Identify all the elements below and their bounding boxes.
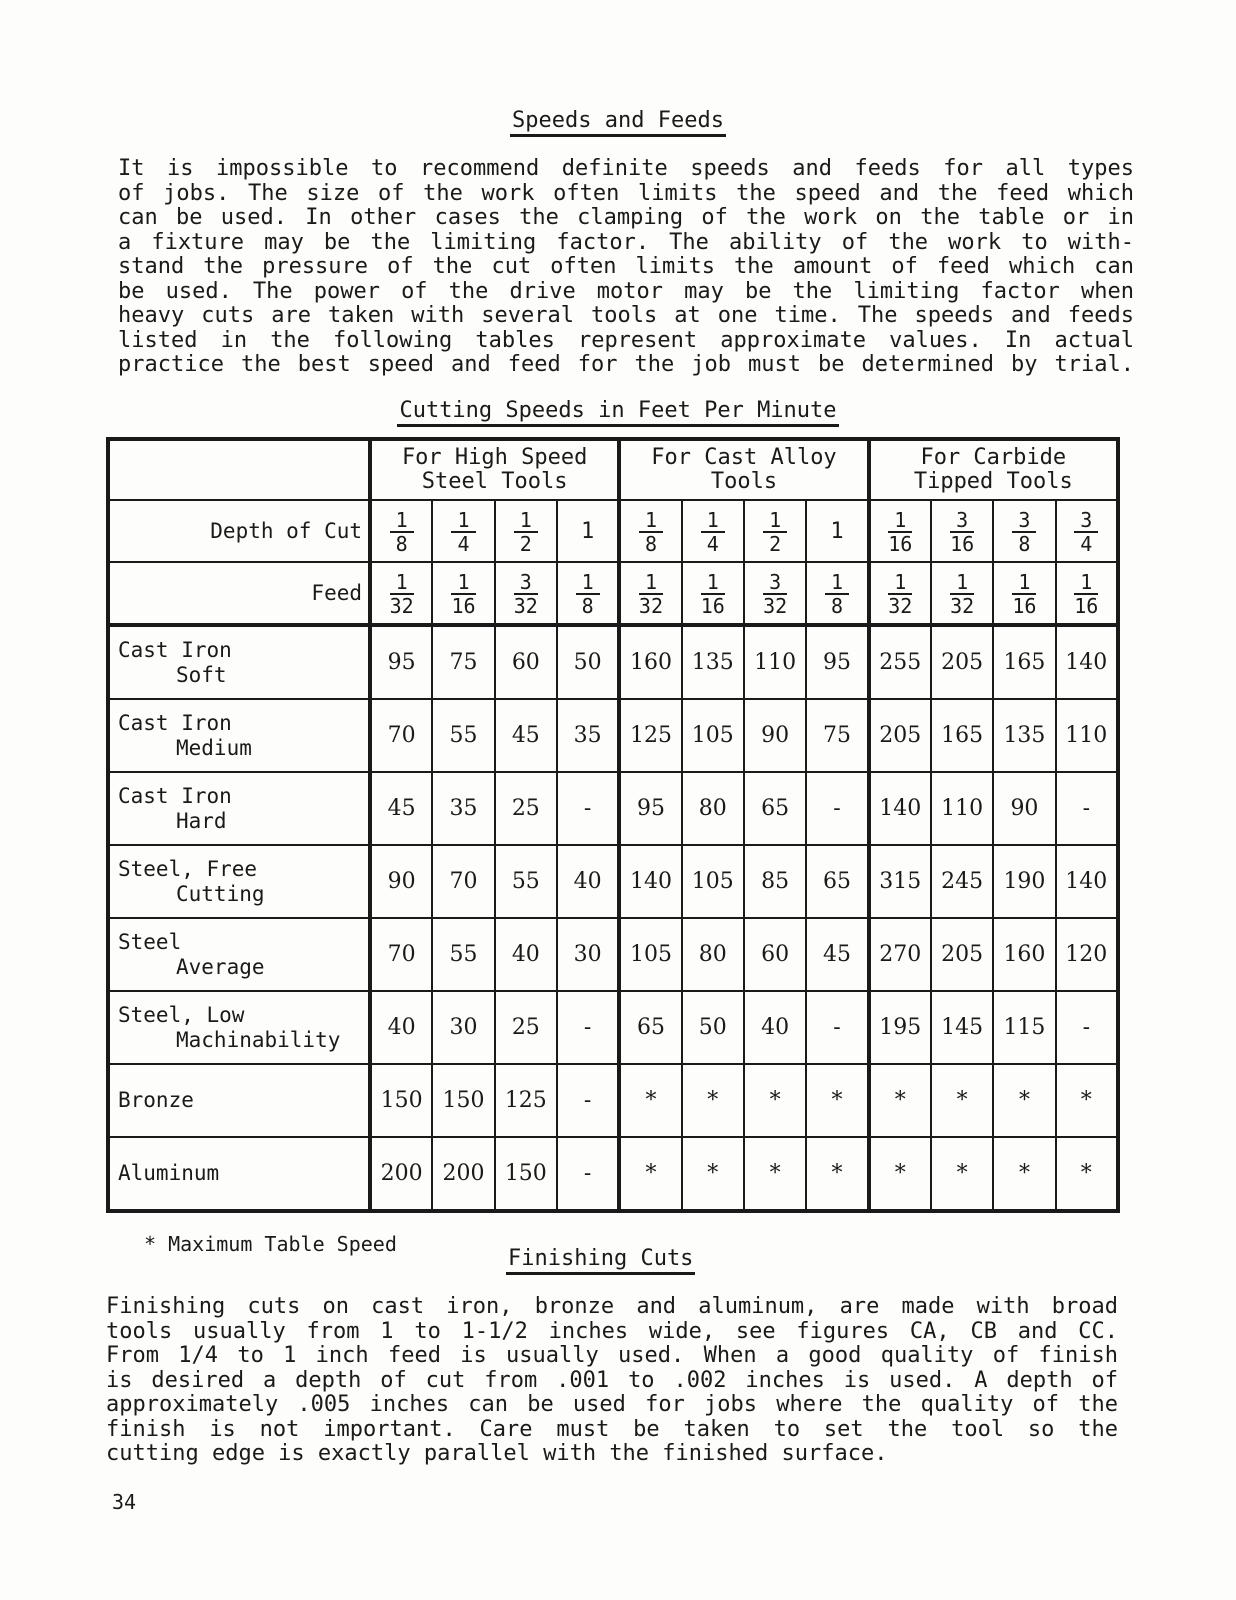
- speed-cell: *: [931, 1064, 993, 1137]
- material-name: Cast Iron: [118, 783, 232, 808]
- speed-cell: 75: [806, 699, 868, 772]
- material-label: [108, 1064, 370, 1137]
- speed-cell: 35: [557, 699, 619, 772]
- fraction-denominator: 16: [888, 531, 913, 556]
- finishing-line: tools usually from 1 to 1-1/2 inches wide, see figures CA, CB and CC.: [106, 1318, 1118, 1344]
- fraction-cell: [682, 562, 744, 625]
- fraction: [451, 509, 475, 555]
- speed-cell: 120: [1056, 918, 1118, 991]
- fraction-cell: [993, 500, 1055, 562]
- speed-cell: -: [557, 991, 619, 1064]
- fraction-numerator: 1: [701, 571, 725, 595]
- fraction-denominator: 8: [395, 531, 408, 556]
- group-header-line: Tipped Tools: [913, 469, 1073, 494]
- speed-cell: 200: [432, 1137, 494, 1211]
- fraction: [1012, 571, 1036, 617]
- speed-cell: 245: [931, 845, 993, 918]
- fraction-cell: [619, 500, 681, 562]
- fraction-denominator: 8: [644, 531, 657, 556]
- fraction-numerator: 1: [888, 571, 912, 595]
- speed-cell: 60: [744, 918, 806, 991]
- speed-cell: -: [1056, 991, 1118, 1064]
- finishing-line: From 1/4 to 1 inch feed is usually used. When a good quality of finish: [106, 1343, 1118, 1368]
- fraction-denominator: 16: [451, 593, 476, 618]
- fraction: [390, 509, 414, 555]
- fraction: [950, 571, 974, 617]
- fraction-cell: [744, 500, 806, 562]
- material-label: [108, 918, 370, 991]
- fraction: [1012, 509, 1036, 555]
- speed-cell: 70: [370, 699, 432, 772]
- material-row: [108, 699, 1118, 772]
- fraction-numerator: 1: [451, 509, 475, 533]
- depth-of-cut-row: [108, 500, 1118, 562]
- speed-cell: 30: [432, 991, 494, 1064]
- group-header-line: For Carbide: [920, 445, 1067, 470]
- material-label: [108, 625, 370, 699]
- finishing-line: Finishing cuts on cast iron, bronze and aluminum, are made with broad: [106, 1294, 1118, 1319]
- fraction-numerator: 1: [701, 509, 725, 533]
- speed-cell: 90: [370, 845, 432, 918]
- speed-cell: 45: [495, 699, 557, 772]
- speed-cell: 150: [432, 1064, 494, 1137]
- speed-cell: *: [682, 1064, 744, 1137]
- fraction-denominator: 8: [581, 593, 594, 618]
- intro-line: be used. The power of the drive motor may be the limiting factor when: [118, 278, 1134, 304]
- speed-cell: 110: [931, 772, 993, 845]
- fraction-numerator: 1: [639, 509, 663, 533]
- speed-cell: *: [993, 1137, 1055, 1211]
- finishing-line: approximately .005 inches can be used for jobs where the quality of the: [106, 1392, 1118, 1417]
- speed-cell: 110: [744, 625, 806, 699]
- fraction: [639, 571, 663, 617]
- fraction-cell: [869, 500, 931, 562]
- fraction-cell: [1056, 562, 1118, 625]
- fraction-numerator: 1: [390, 571, 414, 595]
- speed-cell: *: [619, 1137, 681, 1211]
- speed-cell: 25: [495, 991, 557, 1064]
- speed-cell: 60: [495, 625, 557, 699]
- speed-cell: 140: [1056, 845, 1118, 918]
- group-header-line: For Cast Alloy: [651, 445, 837, 470]
- fraction: [390, 571, 414, 617]
- speed-cell: 95: [370, 625, 432, 699]
- material-label: [108, 772, 370, 845]
- header-corner-cell: [108, 439, 370, 500]
- speed-cell: *: [744, 1137, 806, 1211]
- intro-line: heavy cuts are taken with several tools at one time. The speeds and feeds: [118, 303, 1134, 328]
- fraction: [639, 509, 663, 555]
- fraction-cell: [495, 500, 557, 562]
- group-header-carbide: [869, 439, 1118, 500]
- fraction-numerator: 1: [514, 509, 538, 533]
- fraction-cell: [619, 562, 681, 625]
- material-subname: Medium: [176, 735, 252, 760]
- fraction-denominator: 16: [1012, 593, 1037, 618]
- speed-cell: 105: [619, 918, 681, 991]
- fraction-denominator: 16: [950, 531, 975, 556]
- intro-line: practice the best speed and feed for the job must be determined by trial.: [118, 352, 1134, 377]
- speed-cell: 165: [931, 699, 993, 772]
- fraction: [950, 509, 974, 555]
- fraction-denominator: 32: [763, 593, 788, 618]
- fraction-denominator: 16: [700, 593, 725, 618]
- material-subname: Soft: [176, 662, 227, 687]
- fraction-cell: 1: [557, 500, 619, 562]
- finishing-line: is desired a depth of cut from .001 to .002 inches is used. A depth of: [106, 1367, 1118, 1393]
- page-number: 34: [112, 1490, 137, 1514]
- speed-cell: 205: [869, 699, 931, 772]
- speed-cell: -: [806, 991, 868, 1064]
- speed-cell: 55: [432, 918, 494, 991]
- speed-cell: 90: [744, 699, 806, 772]
- speed-cell: *: [869, 1137, 931, 1211]
- material-label: [108, 845, 370, 918]
- speed-cell: 80: [682, 772, 744, 845]
- fraction-numerator: 3: [1012, 509, 1036, 533]
- speed-cell: 95: [806, 625, 868, 699]
- speed-cell: 45: [370, 772, 432, 845]
- speed-cell: *: [619, 1064, 681, 1137]
- speed-cell: 35: [432, 772, 494, 845]
- fraction-numerator: 1: [825, 571, 849, 595]
- speed-cell: 195: [869, 991, 931, 1064]
- material-row: [108, 1137, 1118, 1211]
- speed-cell: -: [806, 772, 868, 845]
- fraction-cell: [370, 500, 432, 562]
- page-title: [0, 108, 1236, 133]
- fraction: [576, 571, 600, 617]
- intro-line: a fixture may be the limiting factor. The ability of the work to with-: [118, 229, 1134, 255]
- fraction-numerator: 1: [1074, 571, 1098, 595]
- speed-cell: 80: [682, 918, 744, 991]
- speed-cell: 150: [370, 1064, 432, 1137]
- speed-cell: 40: [495, 918, 557, 991]
- fraction: [1074, 571, 1098, 617]
- fraction-numerator: 1: [1012, 571, 1036, 595]
- material-label: [108, 991, 370, 1064]
- speed-cell: *: [931, 1137, 993, 1211]
- intro-line: stand the pressure of the cut often limits the amount of feed which can: [118, 254, 1134, 279]
- fraction-denominator: 4: [457, 531, 470, 556]
- speed-cell: -: [557, 1064, 619, 1137]
- material-row: [108, 1064, 1118, 1137]
- material-name: Cast Iron: [118, 637, 232, 662]
- speed-cell: 135: [993, 699, 1055, 772]
- fraction-denominator: 32: [888, 593, 913, 618]
- speed-cell: 95: [619, 772, 681, 845]
- speed-cell: 90: [993, 772, 1055, 845]
- speed-cell: 65: [744, 772, 806, 845]
- speed-cell: 125: [619, 699, 681, 772]
- fraction-denominator: 4: [706, 531, 719, 556]
- fraction-cell: [432, 562, 494, 625]
- group-header-cast-alloy: [619, 439, 868, 500]
- material-row: [108, 918, 1118, 991]
- speed-cell: 140: [869, 772, 931, 845]
- fraction-cell: [370, 562, 432, 625]
- material-subname: Machinability: [176, 1027, 341, 1052]
- fraction-numerator: 1: [639, 571, 663, 595]
- material-row: [108, 625, 1118, 699]
- intro-line: of jobs. The size of the work often limits the speed and the feed which: [118, 180, 1134, 206]
- fraction: [763, 571, 787, 617]
- fraction: [514, 571, 538, 617]
- speed-cell: 25: [495, 772, 557, 845]
- speed-cell: 145: [931, 991, 993, 1064]
- fraction-numerator: 3: [763, 571, 787, 595]
- fraction-cell: 1: [806, 500, 868, 562]
- feed-label: Feed: [108, 562, 370, 625]
- fraction-denominator: 32: [638, 593, 664, 618]
- speed-cell: -: [557, 772, 619, 845]
- feed-row: [108, 562, 1118, 625]
- speed-cell: *: [993, 1064, 1055, 1137]
- fraction-cell: [931, 562, 993, 625]
- fraction-cell: [557, 562, 619, 625]
- speed-cell: 30: [557, 918, 619, 991]
- speed-cell: *: [682, 1137, 744, 1211]
- table-title: [0, 398, 1236, 423]
- speed-cell: 115: [993, 991, 1055, 1064]
- speed-cell: 50: [557, 625, 619, 699]
- fraction-numerator: 3: [514, 571, 538, 595]
- speed-cell: *: [1056, 1137, 1118, 1211]
- intro-line: listed in the following tables represent approximate values. In actual: [118, 327, 1134, 353]
- speed-cell: 40: [557, 845, 619, 918]
- speed-cell: *: [869, 1064, 931, 1137]
- fraction-numerator: 1: [763, 509, 787, 533]
- fraction-cell: [495, 562, 557, 625]
- fraction-cell: [993, 562, 1055, 625]
- fraction: [888, 571, 912, 617]
- speed-cell: 75: [432, 625, 494, 699]
- fraction: [514, 509, 538, 555]
- speed-cell: 105: [682, 845, 744, 918]
- fraction: [1074, 509, 1098, 555]
- speed-cell: 165: [993, 625, 1055, 699]
- speed-cell: 65: [619, 991, 681, 1064]
- speed-cell: 160: [993, 918, 1055, 991]
- group-header-line: Steel Tools: [421, 469, 568, 494]
- speed-cell: 125: [495, 1064, 557, 1137]
- speed-cell: 255: [869, 625, 931, 699]
- speed-cell: 205: [931, 625, 993, 699]
- material-label: [108, 699, 370, 772]
- speed-cell: 105: [682, 699, 744, 772]
- fraction-cell: [432, 500, 494, 562]
- fraction-cell: [931, 500, 993, 562]
- fraction: [701, 509, 725, 555]
- fraction-cell: [744, 562, 806, 625]
- speed-cell: 160: [619, 625, 681, 699]
- depth-label: Depth of Cut: [108, 500, 370, 562]
- speed-cell: 135: [682, 625, 744, 699]
- table-header-row: [108, 439, 1118, 500]
- speed-cell: 40: [370, 991, 432, 1064]
- group-header-line: For High Speed: [401, 445, 588, 470]
- intro-paragraph: [118, 157, 1134, 378]
- material-subname: Cutting: [176, 881, 265, 906]
- fraction-numerator: 1: [451, 571, 475, 595]
- speed-cell: -: [557, 1137, 619, 1211]
- fraction: [825, 571, 849, 617]
- speed-cell: 70: [432, 845, 494, 918]
- fraction-denominator: 8: [1018, 531, 1031, 556]
- speed-cell: 205: [931, 918, 993, 991]
- fraction-denominator: 8: [830, 593, 843, 618]
- fraction-numerator: 1: [950, 571, 974, 595]
- material-name: Aluminum: [118, 1161, 220, 1185]
- material-name: Steel, Low: [118, 1002, 245, 1027]
- finishing-line: finish is not important. Care must be taken to set the tool so the: [106, 1416, 1118, 1442]
- group-header-line: Tools: [710, 469, 778, 494]
- fraction-cell: [806, 562, 868, 625]
- cutting-speeds-table: [106, 437, 1120, 1213]
- material-label: [108, 1137, 370, 1211]
- material-name: Bronze: [118, 1088, 194, 1112]
- finishing-paragraph: [106, 1295, 1118, 1467]
- material-row: [108, 991, 1118, 1064]
- speed-cell: 190: [993, 845, 1055, 918]
- speed-cell: 150: [495, 1137, 557, 1211]
- speed-cell: *: [806, 1064, 868, 1137]
- fraction-denominator: 16: [1074, 593, 1099, 618]
- speed-cell: 45: [806, 918, 868, 991]
- speed-cell: 70: [370, 918, 432, 991]
- material-name: Cast Iron: [118, 710, 232, 735]
- fraction-denominator: 2: [769, 531, 782, 556]
- fraction-denominator: 4: [1080, 531, 1093, 556]
- intro-line: It is impossible to recommend definite speeds and feeds for all types: [118, 156, 1134, 181]
- fraction: [451, 571, 475, 617]
- speed-cell: 270: [869, 918, 931, 991]
- speed-cell: -: [1056, 772, 1118, 845]
- material-subname: Average: [176, 954, 265, 979]
- speed-cell: 85: [744, 845, 806, 918]
- fraction-cell: [1056, 500, 1118, 562]
- fraction-denominator: 32: [950, 593, 975, 618]
- finishing-cuts-title-text: Finishing Cuts: [506, 1246, 695, 1275]
- fraction-numerator: 1: [390, 509, 414, 533]
- fraction: [763, 509, 787, 555]
- finishing-cuts-title: [506, 1246, 695, 1271]
- speed-cell: 140: [1056, 625, 1118, 699]
- fraction-numerator: 1: [888, 509, 912, 533]
- intro-line: can be used. In other cases the clamping of the work on the table or in: [118, 205, 1134, 230]
- material-name: Steel: [118, 929, 182, 954]
- speed-cell: 140: [619, 845, 681, 918]
- fraction-numerator: 3: [950, 509, 974, 533]
- speed-cell: 55: [432, 699, 494, 772]
- material-subname: Hard: [176, 808, 227, 833]
- speed-cell: 200: [370, 1137, 432, 1211]
- speed-cell: 110: [1056, 699, 1118, 772]
- material-name: Steel, Free: [118, 856, 258, 881]
- material-row: [108, 845, 1118, 918]
- page-title-text: Speeds and Feeds: [510, 108, 726, 137]
- footnote: * Maximum Table Speed: [144, 1232, 397, 1256]
- fraction: [888, 509, 912, 555]
- fraction-denominator: 32: [513, 593, 538, 618]
- speed-cell: 315: [869, 845, 931, 918]
- speed-cell: *: [1056, 1064, 1118, 1137]
- speed-cell: 55: [495, 845, 557, 918]
- fraction-cell: [682, 500, 744, 562]
- speed-cell: 40: [744, 991, 806, 1064]
- fraction: [701, 571, 725, 617]
- speed-cell: *: [806, 1137, 868, 1211]
- speed-cell: *: [744, 1064, 806, 1137]
- fraction-denominator: 32: [389, 593, 414, 618]
- speed-cell: 65: [806, 845, 868, 918]
- fraction-denominator: 2: [519, 531, 532, 556]
- fraction-cell: [869, 562, 931, 625]
- fraction-numerator: 1: [576, 571, 600, 595]
- material-row: [108, 772, 1118, 845]
- group-header-hss: [370, 439, 619, 500]
- table-title-text: Cutting Speeds in Feet Per Minute: [397, 398, 838, 427]
- finishing-line: cutting edge is exactly parallel with the finished surface.: [106, 1441, 888, 1466]
- table-body: [108, 439, 1118, 1211]
- speed-cell: 50: [682, 991, 744, 1064]
- fraction-numerator: 3: [1074, 509, 1098, 533]
